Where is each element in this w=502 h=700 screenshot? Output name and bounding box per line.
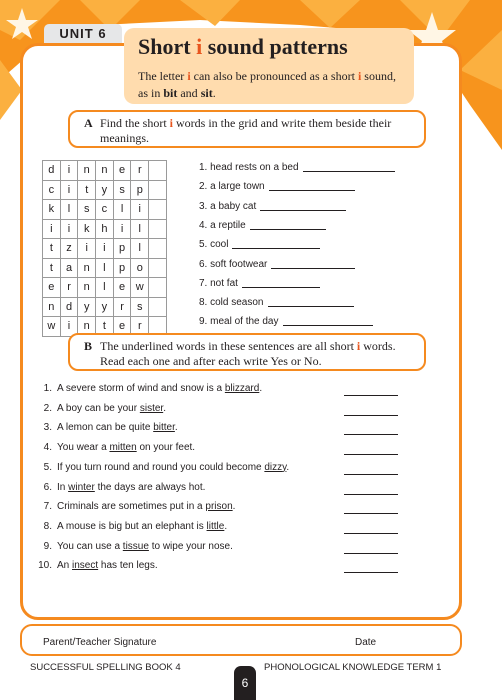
clue-item	[199, 278, 459, 296]
unit-tab: UNIT 6	[44, 24, 122, 44]
grid-cell: y	[96, 297, 114, 317]
question-text: If you turn round and round you could become	[57, 461, 265, 473]
question-text: to wipe your nose.	[148, 540, 233, 552]
grid-cell: n	[78, 161, 96, 181]
question-number: 2.	[43, 402, 52, 414]
grid-cell	[149, 239, 167, 259]
question-item	[36, 383, 406, 394]
question-text: .	[224, 520, 228, 532]
clue-item	[199, 162, 459, 180]
grid-cell: i	[60, 180, 78, 200]
grid-cell: l	[131, 219, 149, 239]
grid-cell: l	[60, 200, 78, 220]
grid-cell: o	[131, 258, 149, 278]
answer-line[interactable]	[268, 306, 354, 307]
grid-row	[43, 161, 167, 181]
answer-line[interactable]	[344, 533, 398, 534]
page-title	[138, 34, 348, 60]
answer-line[interactable]	[344, 553, 398, 554]
question-item	[36, 403, 406, 414]
grid-cell: e	[113, 317, 131, 337]
clue-text: 4. a reptile	[199, 219, 246, 231]
grid-cell: t	[43, 239, 61, 259]
grid-cell: r	[131, 161, 149, 181]
clue-text: 3. a baby cat	[199, 200, 257, 212]
question-text: has ten legs.	[98, 560, 158, 572]
clue-item	[199, 316, 459, 334]
grid-cell: e	[113, 278, 131, 298]
question-item	[36, 422, 406, 433]
grid-row	[43, 278, 167, 298]
word-search-grid	[42, 160, 167, 337]
grid-cell: l	[96, 278, 114, 298]
clue-text: 2. a large town	[199, 181, 265, 193]
section-b-text	[100, 339, 420, 369]
grid-cell: h	[96, 219, 114, 239]
grid-cell: i	[43, 219, 61, 239]
desc-letter: i	[357, 69, 362, 83]
grid-cell: c	[96, 200, 114, 220]
answer-line[interactable]	[344, 395, 398, 396]
question-text: A boy can be your	[57, 402, 140, 414]
desc-text: sound, as in	[138, 69, 396, 100]
section-a-letter: A	[84, 116, 93, 130]
title-text-end: sound patterns	[202, 34, 348, 59]
grid-cell: s	[78, 200, 96, 220]
answer-line[interactable]	[344, 474, 398, 475]
grid-row	[43, 297, 167, 317]
underlined-word: little	[206, 520, 225, 532]
desc-example-word: sit	[200, 86, 213, 100]
question-text: A mouse is big but an elephant is	[57, 520, 207, 532]
section-b-letter: B	[84, 339, 93, 353]
grid-cell	[149, 258, 167, 278]
title-description	[138, 68, 406, 102]
underlined-word: insect	[72, 560, 99, 572]
question-number: 9.	[43, 540, 52, 552]
question-text: An	[57, 560, 73, 572]
instr-text: Find the short	[100, 116, 170, 130]
grid-cell: r	[131, 317, 149, 337]
grid-row	[43, 239, 167, 259]
grid-cell: i	[60, 161, 78, 181]
grid-cell: p	[131, 180, 149, 200]
grid-cell: e	[113, 161, 131, 181]
grid-cell: t	[43, 258, 61, 278]
grid-cell	[149, 200, 167, 220]
grid-cell: l	[131, 239, 149, 259]
grid-cell: p	[113, 239, 131, 259]
question-number: 6.	[43, 481, 52, 493]
question-item	[36, 442, 406, 453]
question-text: A severe storm of wind and snow is a	[57, 383, 225, 394]
grid-row	[43, 180, 167, 200]
question-item	[36, 521, 406, 532]
answer-line[interactable]	[260, 210, 346, 211]
footer-section: PHONOLOGICAL KNOWLEDGE TERM 1	[264, 662, 442, 673]
instr-letter: i	[169, 116, 174, 130]
section-b-instructions	[68, 333, 426, 371]
grid-cell	[149, 297, 167, 317]
grid-cell	[149, 161, 167, 181]
grid-cell	[149, 278, 167, 298]
clue-item	[199, 181, 459, 199]
grid-cell: e	[43, 278, 61, 298]
grid-cell: i	[113, 219, 131, 239]
answer-line[interactable]	[344, 572, 398, 573]
clue-text: 9. meal of the day	[199, 316, 279, 328]
underlined-word: tissue	[122, 540, 149, 552]
question-text: A lemon can be quite	[57, 422, 154, 434]
question-item	[36, 501, 406, 512]
underlined-word: sister	[139, 402, 164, 414]
clue-item	[199, 220, 459, 238]
grid-row	[43, 258, 167, 278]
clue-item	[199, 259, 459, 277]
grid-cell: n	[78, 278, 96, 298]
question-number: 10.	[38, 560, 52, 572]
page-number: 6	[234, 666, 256, 700]
title-box	[124, 28, 414, 104]
underlined-word: blizzard	[224, 383, 260, 394]
answer-line[interactable]	[303, 171, 395, 172]
grid-cell: r	[113, 297, 131, 317]
answer-line[interactable]	[344, 513, 398, 514]
grid-cell: y	[96, 180, 114, 200]
section-a-text	[100, 116, 420, 146]
grid-cell: n	[96, 161, 114, 181]
grid-cell: z	[60, 239, 78, 259]
answer-line[interactable]	[271, 268, 355, 269]
grid-cell: n	[78, 258, 96, 278]
question-text: .	[232, 501, 236, 513]
clue-text: 7. not fat	[199, 277, 238, 289]
instr-letter: i	[356, 339, 361, 353]
question-text: Criminals are sometimes put in a	[57, 501, 206, 513]
underlined-word: mitten	[109, 442, 137, 454]
grid-cell: c	[43, 180, 61, 200]
answer-line[interactable]	[344, 454, 398, 455]
clue-text: 5. cool	[199, 239, 229, 251]
grid-cell: r	[60, 278, 78, 298]
question-item	[36, 462, 406, 473]
question-item	[36, 482, 406, 493]
grid-cell: i	[131, 200, 149, 220]
grid-cell: y	[78, 297, 96, 317]
grid-cell: s	[131, 297, 149, 317]
desc-text: can also be pronounced as a short	[190, 69, 358, 83]
grid-cell: d	[60, 297, 78, 317]
question-item	[36, 560, 406, 571]
grid-cell: k	[43, 200, 61, 220]
answer-line[interactable]	[250, 229, 326, 230]
grid-cell	[149, 180, 167, 200]
question-number: 4.	[43, 442, 52, 454]
clue-item	[199, 297, 459, 315]
signature-box	[20, 624, 462, 656]
grid-cell: p	[113, 258, 131, 278]
clue-text: 6. soft footwear	[199, 258, 268, 270]
grid-cell: n	[43, 297, 61, 317]
answer-line[interactable]	[344, 434, 398, 435]
grid-row	[43, 200, 167, 220]
clue-text: 1. head rests on a bed	[199, 162, 299, 173]
question-text: on your feet.	[136, 442, 196, 454]
title-letter: i	[196, 34, 203, 59]
question-number: 8.	[43, 520, 52, 532]
question-text: .	[174, 422, 178, 434]
answer-line[interactable]	[283, 325, 373, 326]
clue-item	[199, 201, 459, 219]
answer-line[interactable]	[344, 415, 398, 416]
grid-cell: t	[78, 180, 96, 200]
grid-cell: i	[96, 239, 114, 259]
clue-text: 8. cold season	[199, 297, 264, 309]
desc-example-word: bit	[163, 86, 178, 100]
question-text: You wear a	[57, 442, 110, 454]
grid-cell: i	[60, 317, 78, 337]
grid-cell: i	[60, 219, 78, 239]
grid-cell	[149, 219, 167, 239]
instr-text: words. Read each one and after each write Yes or No.	[100, 339, 396, 368]
title-text: Short	[138, 34, 197, 59]
grid-cell: i	[78, 239, 96, 259]
question-text: You can use a	[57, 540, 123, 552]
grid-cell: l	[113, 200, 131, 220]
answer-line[interactable]	[232, 248, 320, 249]
question-text: .	[163, 402, 166, 414]
question-number: 1.	[43, 383, 52, 394]
grid-cell: a	[60, 258, 78, 278]
grid-cell: k	[78, 219, 96, 239]
clue-item	[199, 239, 459, 257]
grid-cell: w	[131, 278, 149, 298]
desc-letter: i	[187, 69, 191, 83]
grid-cell: t	[96, 317, 114, 337]
question-item	[36, 541, 406, 552]
grid-cell: s	[113, 180, 131, 200]
answer-line[interactable]	[242, 287, 320, 288]
signature-label: Parent/Teacher Signature	[43, 637, 157, 648]
question-number: 7.	[43, 501, 52, 513]
question-text: In	[57, 481, 69, 493]
question-number: 3.	[43, 422, 52, 434]
desc-text: .	[212, 86, 216, 100]
underlined-word: bitter	[153, 422, 175, 434]
underlined-word: dizzy	[264, 461, 287, 473]
grid-cell: d	[43, 161, 61, 181]
footer-book-title: SUCCESSFUL SPELLING BOOK 4	[30, 662, 181, 673]
grid-row	[43, 219, 167, 239]
question-text: .	[286, 461, 290, 473]
answer-line[interactable]	[344, 494, 398, 495]
question-number: 5.	[43, 461, 52, 473]
instr-text: words in the grid and write them beside their meanings.	[100, 116, 392, 145]
question-text: .	[259, 383, 263, 394]
grid-cell: w	[43, 317, 61, 337]
grid-cell: l	[96, 258, 114, 278]
grid-cell: n	[78, 317, 96, 337]
underlined-word: winter	[68, 481, 95, 493]
desc-text: The letter	[138, 69, 188, 83]
instr-text: The underlined words in these sentences are all short	[100, 339, 357, 353]
answer-line[interactable]	[269, 190, 355, 191]
question-text: the days are always hot.	[94, 481, 206, 493]
desc-text: and	[177, 86, 201, 100]
date-label: Date	[355, 637, 377, 648]
section-a-instructions	[68, 110, 426, 148]
underlined-word: prison	[205, 501, 233, 513]
